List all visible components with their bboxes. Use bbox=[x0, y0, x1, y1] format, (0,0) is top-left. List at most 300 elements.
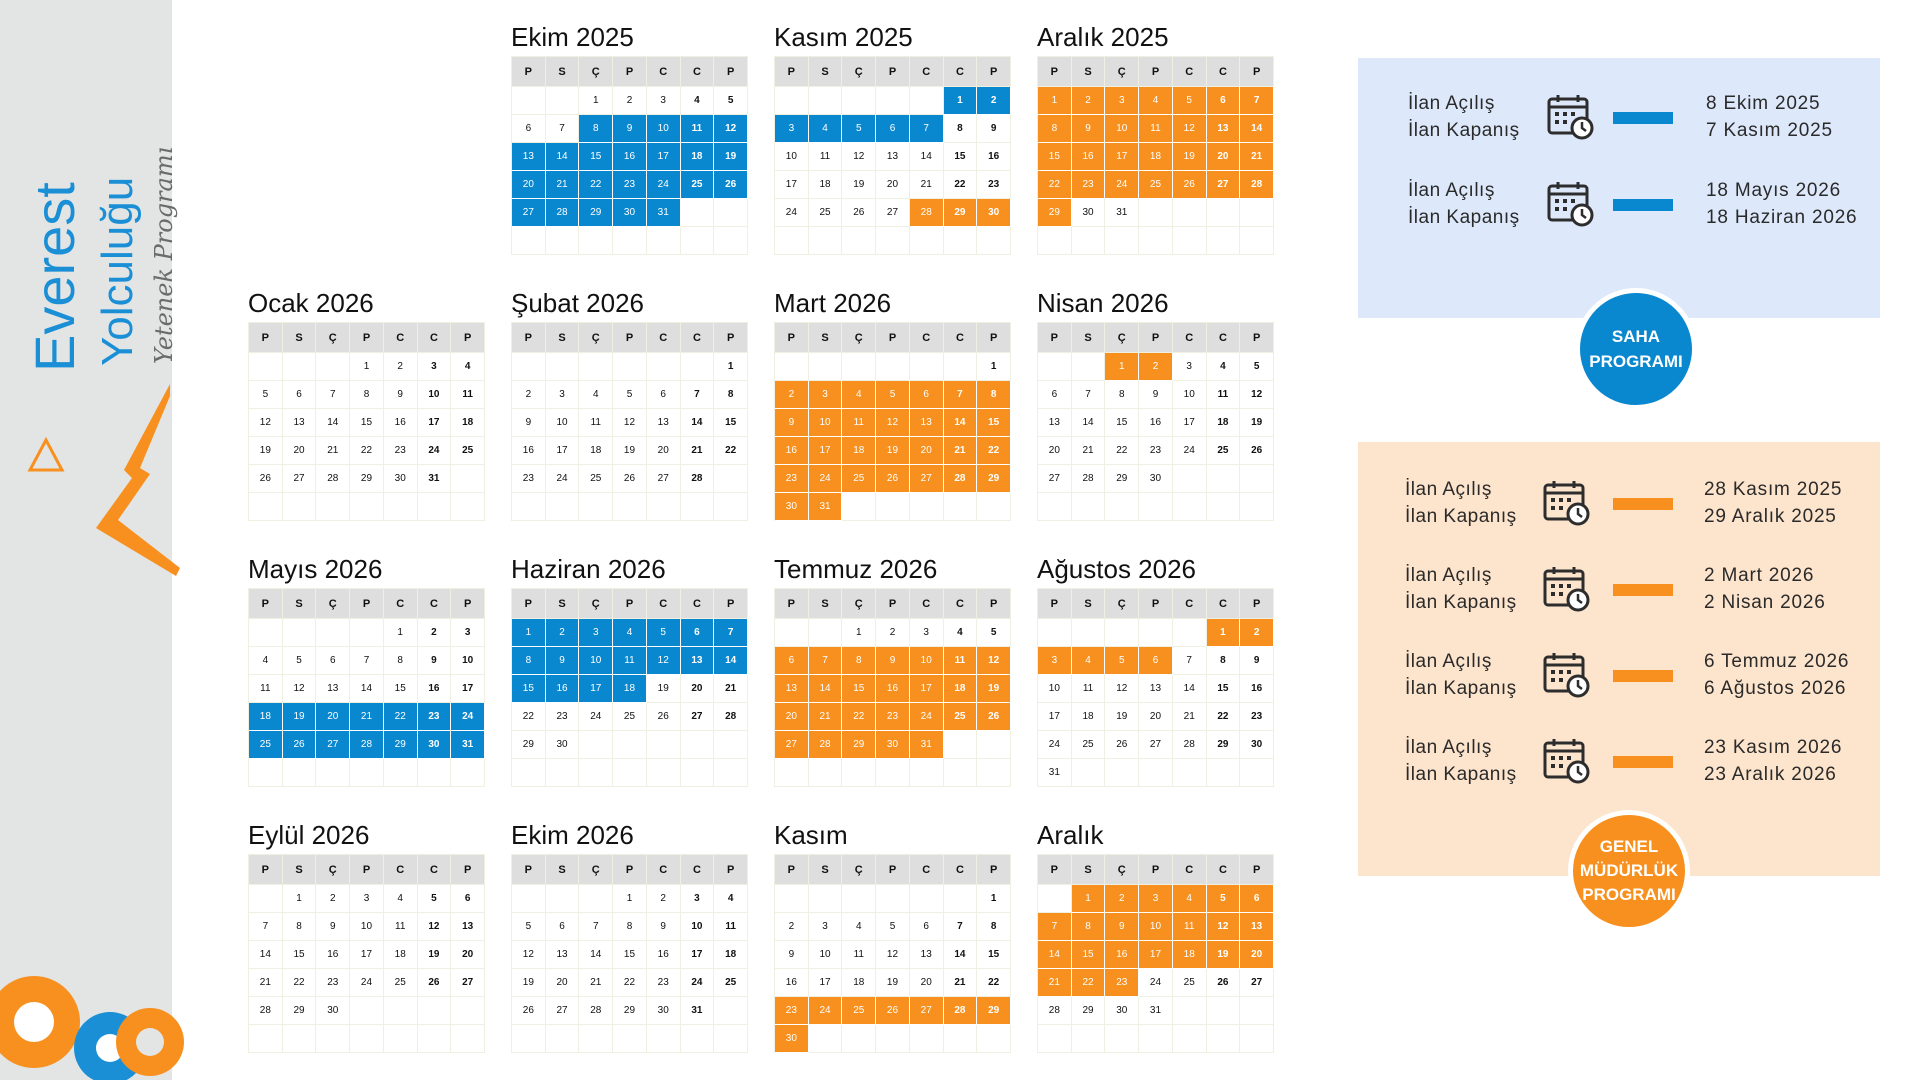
empty-cell bbox=[910, 759, 944, 787]
day-cell: 2 bbox=[316, 885, 350, 913]
day-cell: 19 bbox=[249, 437, 283, 465]
weekday-header: P bbox=[775, 855, 809, 885]
weekday-header: C bbox=[647, 57, 681, 87]
month-grid bbox=[774, 56, 1011, 255]
day-cell: 24 bbox=[451, 703, 485, 731]
empty-cell bbox=[1072, 493, 1106, 521]
empty-cell bbox=[1207, 227, 1241, 255]
day-cell: 30 bbox=[1105, 997, 1139, 1025]
day-cell: 11 bbox=[249, 675, 283, 703]
empty-cell bbox=[1139, 199, 1173, 227]
empty-cell bbox=[350, 997, 384, 1025]
day-cell: 29 bbox=[283, 997, 317, 1025]
day-cell: 19 bbox=[647, 675, 681, 703]
day-cell: 8 bbox=[384, 647, 418, 675]
day-cell: 26 bbox=[512, 997, 546, 1025]
badge-line: SAHA bbox=[1611, 327, 1661, 346]
day-cell: 21 bbox=[1173, 703, 1207, 731]
day-cell: 25 bbox=[384, 969, 418, 997]
day-cell: 6 bbox=[451, 885, 485, 913]
day-cell: 25 bbox=[613, 703, 647, 731]
day-cell: 24 bbox=[1139, 969, 1173, 997]
weekday-header: P bbox=[613, 57, 647, 87]
day-cell: 6 bbox=[1139, 647, 1173, 675]
month-title: Temmuz 2026 bbox=[774, 554, 938, 584]
empty-cell bbox=[613, 759, 647, 787]
day-cell: 10 bbox=[809, 941, 843, 969]
day-cell: 4 bbox=[809, 115, 843, 143]
day-cell: 3 bbox=[910, 619, 944, 647]
day-cell: 9 bbox=[647, 913, 681, 941]
weekday-header: P bbox=[977, 855, 1011, 885]
day-cell: 1 bbox=[977, 353, 1011, 381]
empty-cell bbox=[910, 353, 944, 381]
empty-cell bbox=[384, 493, 418, 521]
day-cell: 25 bbox=[1173, 969, 1207, 997]
day-cell: 1 bbox=[1072, 885, 1106, 913]
day-cell: 6 bbox=[283, 381, 317, 409]
day-cell: 5 bbox=[714, 87, 748, 115]
day-cell: 1 bbox=[283, 885, 317, 913]
day-cell: 18 bbox=[384, 941, 418, 969]
empty-cell bbox=[681, 353, 715, 381]
empty-cell bbox=[910, 1025, 944, 1053]
open-date: 23 Kasım 2026 bbox=[1704, 737, 1843, 758]
day-cell: 8 bbox=[944, 115, 978, 143]
day-cell: 9 bbox=[1072, 115, 1106, 143]
day-cell: 25 bbox=[579, 465, 613, 493]
open-date: 8 Ekim 2025 bbox=[1706, 93, 1821, 114]
day-cell: 12 bbox=[512, 941, 546, 969]
empty-cell bbox=[842, 87, 876, 115]
day-cell: 9 bbox=[418, 647, 452, 675]
weekday-header: P bbox=[613, 323, 647, 353]
weekday-header: C bbox=[647, 589, 681, 619]
day-cell: 2 bbox=[512, 381, 546, 409]
genel-pair-4 bbox=[1358, 728, 1880, 788]
day-cell: 26 bbox=[1207, 969, 1241, 997]
day-cell: 7 bbox=[944, 913, 978, 941]
day-cell: 27 bbox=[283, 465, 317, 493]
day-cell: 24 bbox=[809, 997, 843, 1025]
day-cell: 11 bbox=[809, 143, 843, 171]
day-cell: 25 bbox=[451, 437, 485, 465]
calendar-clock-icon bbox=[1542, 736, 1590, 784]
day-cell: 4 bbox=[384, 885, 418, 913]
day-cell: 24 bbox=[647, 171, 681, 199]
day-cell: 22 bbox=[944, 171, 978, 199]
day-cell: 13 bbox=[910, 409, 944, 437]
open-label: İlan Açılış bbox=[1405, 479, 1492, 500]
empty-cell bbox=[876, 353, 910, 381]
empty-cell bbox=[613, 1025, 647, 1053]
day-cell: 21 bbox=[1072, 437, 1106, 465]
month-grid bbox=[248, 854, 485, 1053]
empty-cell bbox=[350, 759, 384, 787]
weekday-header: S bbox=[809, 323, 843, 353]
day-cell: 26 bbox=[418, 969, 452, 997]
weekday-header: C bbox=[1173, 57, 1207, 87]
month-grid bbox=[511, 56, 748, 255]
empty-cell bbox=[579, 353, 613, 381]
day-cell: 25 bbox=[842, 465, 876, 493]
day-cell: 25 bbox=[1139, 171, 1173, 199]
weekday-header: P bbox=[876, 589, 910, 619]
day-cell: 11 bbox=[1207, 381, 1241, 409]
day-cell: 16 bbox=[1105, 941, 1139, 969]
day-cell: 23 bbox=[1139, 437, 1173, 465]
empty-cell bbox=[647, 353, 681, 381]
empty-cell bbox=[1038, 885, 1072, 913]
day-cell: 18 bbox=[681, 143, 715, 171]
empty-cell bbox=[1173, 493, 1207, 521]
empty-cell bbox=[876, 1025, 910, 1053]
day-cell: 30 bbox=[647, 997, 681, 1025]
day-cell: 1 bbox=[350, 353, 384, 381]
day-cell: 16 bbox=[977, 143, 1011, 171]
day-cell: 11 bbox=[1173, 913, 1207, 941]
empty-cell bbox=[809, 759, 843, 787]
weekday-header: S bbox=[546, 855, 580, 885]
day-cell: 24 bbox=[418, 437, 452, 465]
weekday-header: P bbox=[775, 323, 809, 353]
empty-cell bbox=[283, 1025, 317, 1053]
day-cell: 4 bbox=[451, 353, 485, 381]
empty-cell bbox=[842, 353, 876, 381]
day-cell: 10 bbox=[775, 143, 809, 171]
day-cell: 7 bbox=[1038, 913, 1072, 941]
day-cell: 17 bbox=[546, 437, 580, 465]
day-cell: 22 bbox=[384, 703, 418, 731]
day-cell: 4 bbox=[1207, 353, 1241, 381]
weekday-header: P bbox=[775, 589, 809, 619]
saha-pair-2 bbox=[1358, 171, 1880, 231]
day-cell: 5 bbox=[876, 913, 910, 941]
day-cell: 15 bbox=[613, 941, 647, 969]
day-cell: 25 bbox=[842, 997, 876, 1025]
day-cell: 7 bbox=[350, 647, 384, 675]
empty-cell bbox=[944, 227, 978, 255]
empty-cell bbox=[613, 227, 647, 255]
day-cell: 30 bbox=[613, 199, 647, 227]
day-cell: 11 bbox=[842, 941, 876, 969]
month-calendar bbox=[1037, 18, 1274, 255]
empty-cell bbox=[809, 353, 843, 381]
month-calendar bbox=[248, 284, 485, 521]
day-cell: 23 bbox=[775, 465, 809, 493]
day-cell: 7 bbox=[714, 619, 748, 647]
close-date: 18 Haziran 2026 bbox=[1706, 207, 1858, 228]
day-cell: 1 bbox=[944, 87, 978, 115]
day-cell: 21 bbox=[944, 969, 978, 997]
empty-cell bbox=[546, 759, 580, 787]
day-cell: 8 bbox=[283, 913, 317, 941]
empty-cell bbox=[681, 227, 715, 255]
day-cell: 27 bbox=[876, 199, 910, 227]
weekday-header: P bbox=[512, 323, 546, 353]
close-date: 23 Aralık 2026 bbox=[1704, 764, 1837, 785]
brand-subtitle: Yetenek Programı bbox=[150, 146, 178, 364]
empty-cell bbox=[1139, 1025, 1173, 1053]
empty-cell bbox=[714, 731, 748, 759]
open-label: İlan Açılış bbox=[1405, 651, 1492, 672]
month-grid bbox=[248, 322, 485, 521]
empty-cell bbox=[809, 619, 843, 647]
weekday-header: S bbox=[1072, 57, 1106, 87]
day-cell: 8 bbox=[842, 647, 876, 675]
day-cell: 16 bbox=[1072, 143, 1106, 171]
day-cell: 10 bbox=[809, 409, 843, 437]
day-cell: 24 bbox=[1038, 731, 1072, 759]
empty-cell bbox=[283, 353, 317, 381]
day-cell: 8 bbox=[1105, 381, 1139, 409]
weekday-header: S bbox=[546, 323, 580, 353]
empty-cell bbox=[249, 353, 283, 381]
day-cell: 30 bbox=[546, 731, 580, 759]
weekday-header: P bbox=[1038, 57, 1072, 87]
month-title: Nisan 2026 bbox=[1037, 288, 1169, 318]
empty-cell bbox=[944, 885, 978, 913]
day-cell: 3 bbox=[579, 619, 613, 647]
saha-badge bbox=[1575, 288, 1697, 410]
empty-cell bbox=[977, 227, 1011, 255]
month-calendar bbox=[774, 18, 1011, 255]
day-cell: 5 bbox=[876, 381, 910, 409]
close-date: 2 Nisan 2026 bbox=[1704, 592, 1826, 613]
empty-cell bbox=[283, 759, 317, 787]
empty-cell bbox=[512, 493, 546, 521]
day-cell: 12 bbox=[283, 675, 317, 703]
day-cell: 10 bbox=[418, 381, 452, 409]
day-cell: 16 bbox=[316, 941, 350, 969]
day-cell: 14 bbox=[681, 409, 715, 437]
weekday-header: Ç bbox=[579, 57, 613, 87]
day-cell: 22 bbox=[350, 437, 384, 465]
day-cell: 11 bbox=[384, 913, 418, 941]
empty-cell bbox=[681, 731, 715, 759]
close-label: İlan Kapanış bbox=[1405, 592, 1517, 613]
day-cell: 5 bbox=[647, 619, 681, 647]
day-cell: 30 bbox=[418, 731, 452, 759]
day-cell: 29 bbox=[977, 997, 1011, 1025]
day-cell: 31 bbox=[1038, 759, 1072, 787]
day-cell: 18 bbox=[1207, 409, 1241, 437]
day-cell: 13 bbox=[1139, 675, 1173, 703]
day-cell: 24 bbox=[579, 703, 613, 731]
weekday-header: C bbox=[944, 855, 978, 885]
empty-cell bbox=[681, 493, 715, 521]
day-cell: 19 bbox=[876, 969, 910, 997]
day-cell: 7 bbox=[249, 913, 283, 941]
day-cell: 23 bbox=[512, 465, 546, 493]
day-cell: 19 bbox=[1207, 941, 1241, 969]
weekday-header: C bbox=[1207, 57, 1241, 87]
day-cell: 7 bbox=[681, 381, 715, 409]
day-cell: 15 bbox=[283, 941, 317, 969]
empty-cell bbox=[1173, 759, 1207, 787]
day-cell: 17 bbox=[451, 675, 485, 703]
empty-cell bbox=[876, 227, 910, 255]
day-cell: 22 bbox=[613, 969, 647, 997]
day-cell: 18 bbox=[1173, 941, 1207, 969]
day-cell: 31 bbox=[809, 493, 843, 521]
day-cell: 22 bbox=[1072, 969, 1106, 997]
empty-cell bbox=[350, 1025, 384, 1053]
weekday-header: S bbox=[283, 323, 317, 353]
day-cell: 17 bbox=[809, 437, 843, 465]
day-cell: 20 bbox=[910, 969, 944, 997]
day-cell: 9 bbox=[775, 941, 809, 969]
close-label: İlan Kapanış bbox=[1405, 764, 1517, 785]
day-cell: 12 bbox=[876, 941, 910, 969]
day-cell: 28 bbox=[249, 997, 283, 1025]
day-cell: 31 bbox=[1139, 997, 1173, 1025]
day-cell: 10 bbox=[681, 913, 715, 941]
day-cell: 18 bbox=[714, 941, 748, 969]
day-cell: 16 bbox=[384, 409, 418, 437]
day-cell: 29 bbox=[944, 199, 978, 227]
day-cell: 4 bbox=[249, 647, 283, 675]
day-cell: 25 bbox=[681, 171, 715, 199]
day-cell: 5 bbox=[613, 381, 647, 409]
day-cell: 22 bbox=[714, 437, 748, 465]
day-cell: 17 bbox=[775, 171, 809, 199]
day-cell: 28 bbox=[316, 465, 350, 493]
weekday-header: S bbox=[809, 57, 843, 87]
empty-cell bbox=[512, 759, 546, 787]
weekday-header: Ç bbox=[1105, 589, 1139, 619]
weekday-header: C bbox=[418, 855, 452, 885]
empty-cell bbox=[1072, 759, 1106, 787]
day-cell: 29 bbox=[350, 465, 384, 493]
day-cell: 28 bbox=[1173, 731, 1207, 759]
day-cell: 8 bbox=[1038, 115, 1072, 143]
weekday-header: Ç bbox=[316, 589, 350, 619]
day-cell: 5 bbox=[249, 381, 283, 409]
day-cell: 9 bbox=[977, 115, 1011, 143]
day-cell: 17 bbox=[418, 409, 452, 437]
day-cell: 26 bbox=[1105, 731, 1139, 759]
day-cell: 23 bbox=[613, 171, 647, 199]
empty-cell bbox=[842, 759, 876, 787]
day-cell: 16 bbox=[512, 437, 546, 465]
empty-cell bbox=[876, 885, 910, 913]
weekday-header: P bbox=[613, 855, 647, 885]
day-cell: 24 bbox=[910, 703, 944, 731]
day-cell: 6 bbox=[910, 381, 944, 409]
day-cell: 15 bbox=[714, 409, 748, 437]
month-title: Mayıs 2026 bbox=[248, 554, 383, 584]
weekday-header: C bbox=[1207, 589, 1241, 619]
day-cell: 21 bbox=[579, 969, 613, 997]
empty-cell bbox=[316, 759, 350, 787]
empty-cell bbox=[842, 885, 876, 913]
month-calendar bbox=[248, 816, 485, 1053]
empty-cell bbox=[1072, 1025, 1106, 1053]
empty-cell bbox=[1240, 997, 1274, 1025]
empty-cell bbox=[546, 353, 580, 381]
empty-cell bbox=[546, 493, 580, 521]
day-cell: 3 bbox=[451, 619, 485, 647]
day-cell: 6 bbox=[1207, 87, 1241, 115]
empty-cell bbox=[1173, 199, 1207, 227]
day-cell: 29 bbox=[1072, 997, 1106, 1025]
empty-cell bbox=[910, 227, 944, 255]
day-cell: 20 bbox=[876, 171, 910, 199]
month-title: Eylül 2026 bbox=[248, 820, 370, 850]
empty-cell bbox=[451, 493, 485, 521]
day-cell: 15 bbox=[579, 143, 613, 171]
day-cell: 10 bbox=[647, 115, 681, 143]
day-cell: 19 bbox=[1173, 143, 1207, 171]
day-cell: 2 bbox=[1105, 885, 1139, 913]
badge-line: PROGRAMI bbox=[1589, 352, 1683, 371]
empty-cell bbox=[1038, 1025, 1072, 1053]
day-cell: 29 bbox=[1105, 465, 1139, 493]
day-cell: 2 bbox=[384, 353, 418, 381]
day-cell: 19 bbox=[876, 437, 910, 465]
day-cell: 28 bbox=[910, 199, 944, 227]
month-calendar bbox=[511, 550, 748, 787]
empty-cell bbox=[546, 87, 580, 115]
weekday-header: P bbox=[512, 589, 546, 619]
day-cell: 14 bbox=[579, 941, 613, 969]
weekday-header: P bbox=[714, 855, 748, 885]
day-cell: 21 bbox=[249, 969, 283, 997]
day-cell: 31 bbox=[681, 997, 715, 1025]
weekday-header: S bbox=[809, 855, 843, 885]
day-cell: 30 bbox=[775, 1025, 809, 1053]
weekday-header: C bbox=[944, 589, 978, 619]
day-cell: 1 bbox=[384, 619, 418, 647]
empty-cell bbox=[647, 1025, 681, 1053]
day-cell: 6 bbox=[910, 913, 944, 941]
day-cell: 22 bbox=[283, 969, 317, 997]
weekday-header: P bbox=[1139, 589, 1173, 619]
day-cell: 26 bbox=[714, 171, 748, 199]
weekday-header: P bbox=[1240, 855, 1274, 885]
day-cell: 20 bbox=[512, 171, 546, 199]
empty-cell bbox=[681, 199, 715, 227]
day-cell: 15 bbox=[842, 675, 876, 703]
empty-cell bbox=[418, 1025, 452, 1053]
weekday-header: Ç bbox=[316, 855, 350, 885]
day-cell: 23 bbox=[384, 437, 418, 465]
day-cell: 13 bbox=[1207, 115, 1241, 143]
month-grid bbox=[1037, 322, 1274, 521]
day-cell: 12 bbox=[647, 647, 681, 675]
badge-line: MÜDÜRLÜK bbox=[1579, 861, 1679, 880]
day-cell: 25 bbox=[1072, 731, 1106, 759]
day-cell: 27 bbox=[1038, 465, 1072, 493]
day-cell: 8 bbox=[579, 115, 613, 143]
day-cell: 7 bbox=[579, 913, 613, 941]
day-cell: 20 bbox=[451, 941, 485, 969]
empty-cell bbox=[579, 227, 613, 255]
day-cell: 13 bbox=[546, 941, 580, 969]
day-cell: 14 bbox=[714, 647, 748, 675]
weekday-header: P bbox=[350, 323, 384, 353]
day-cell: 12 bbox=[1240, 381, 1274, 409]
day-cell: 29 bbox=[1038, 199, 1072, 227]
close-label: İlan Kapanış bbox=[1405, 678, 1517, 699]
empty-cell bbox=[1105, 1025, 1139, 1053]
day-cell: 11 bbox=[944, 647, 978, 675]
genel-pair-3 bbox=[1358, 642, 1880, 702]
weekday-header: C bbox=[681, 589, 715, 619]
day-cell: 19 bbox=[1240, 409, 1274, 437]
month-grid bbox=[511, 854, 748, 1053]
